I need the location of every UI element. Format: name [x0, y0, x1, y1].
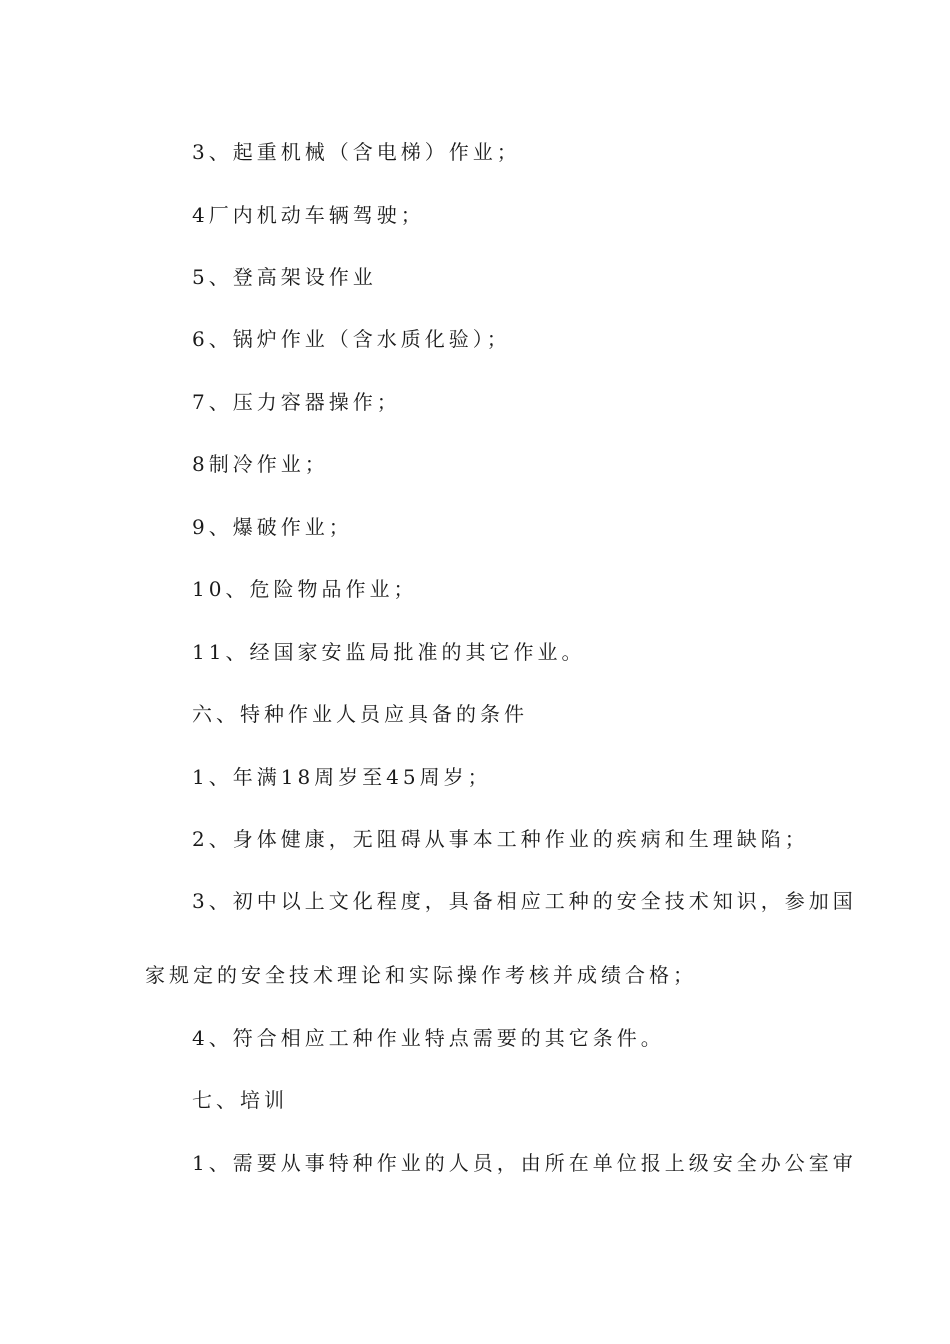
- list-item-vehicle-driving: 4厂内机动车辆驾驶；: [192, 203, 425, 227]
- section-heading-training: 七、培训: [192, 1088, 288, 1112]
- list-item-high-altitude-work: 5、登高架设作业: [192, 265, 377, 289]
- list-item-age-requirement: 1、年满18周岁至45周岁；: [192, 765, 492, 789]
- list-item-other-approved: 11、经国家安监局批准的其它作业。: [192, 640, 586, 664]
- list-item-crane-operation: 3、起重机械（含电梯）作业；: [192, 140, 521, 164]
- section-heading-qualifications: 六、特种作业人员应具备的条件: [192, 702, 528, 726]
- list-item-pressure-vessel: 7、压力容器操作；: [192, 390, 401, 414]
- list-item-training-application: 1、需要从事特种作业的人员，由所在单位报上级安全办公室审: [192, 1151, 857, 1175]
- list-item-health-requirement: 2、身体健康，无阻碍从事本工种作业的疾病和生理缺陷；: [192, 827, 809, 851]
- list-item-education-continuation: 家规定的安全技术理论和实际操作考核并成绩合格；: [145, 963, 697, 987]
- list-item-education-requirement: 3、初中以上文化程度，具备相应工种的安全技术知识，参加国: [192, 889, 857, 913]
- list-item-blasting: 9、爆破作业；: [192, 515, 353, 539]
- list-item-boiler-work: 6、锅炉作业（含水质化验）；: [192, 327, 511, 351]
- list-item-refrigeration: 8制冷作业；: [192, 452, 329, 476]
- list-item-other-conditions: 4、符合相应工种作业特点需要的其它条件。: [192, 1026, 665, 1050]
- list-item-hazardous-goods: 10、危险物品作业；: [192, 577, 418, 601]
